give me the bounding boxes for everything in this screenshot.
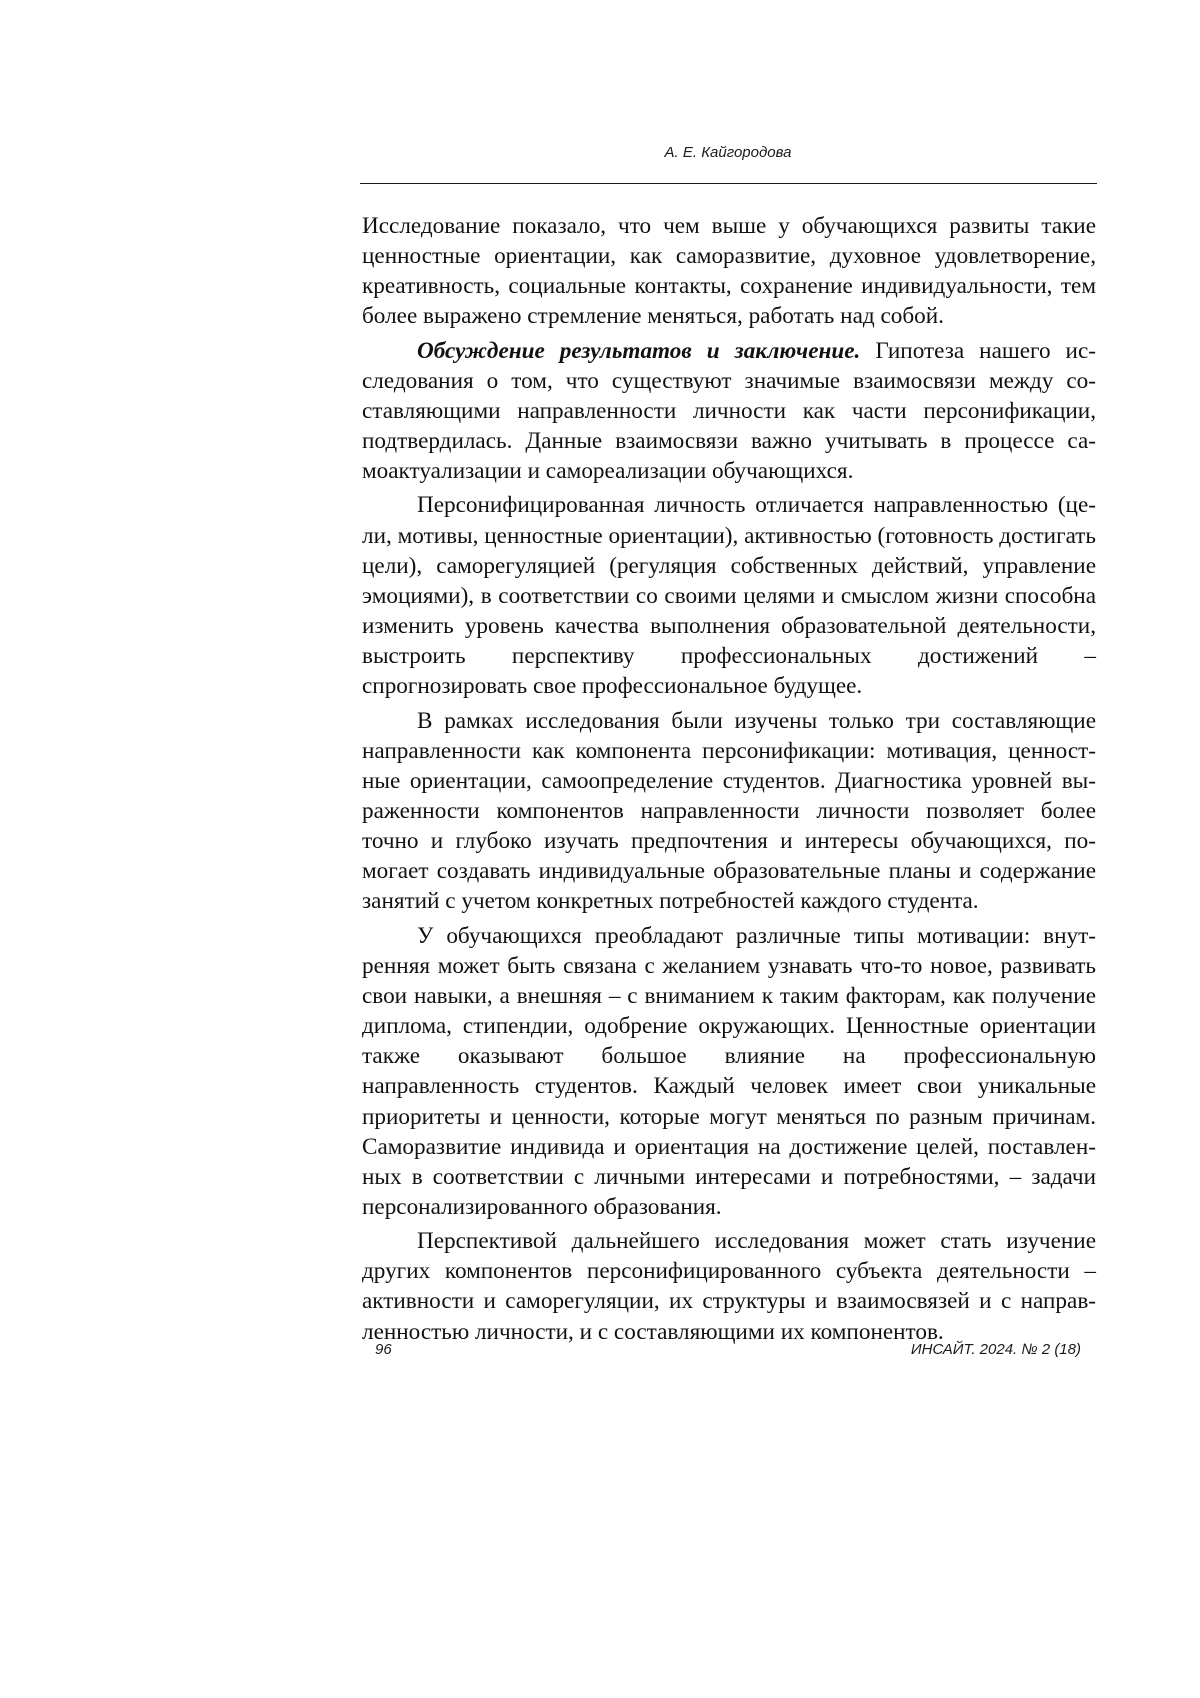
body-paragraph-4: В рамках исследования были изучены только три составляющие направленности как компонента персонификации: мотивация, ценностные ориентации, самоопределение студентов. Диагностика уровней выраженности компонентов направленности личности позволяет более точно и глубоко изучать предпочтения и интересы обучающихся, помогает создавать индивидуальные образовательные планы и содержание занятий с учетом конкретных потребностей каждого студента. <box>362 707 1096 915</box>
body-paragraph-2-text: Гипотеза нашего исследования о том, что существуют значимые взаимосвязи между составляющими направленности личности как части персонификации, подтвердилась. Данные взаимосвязи важно учитывать в процессе самоактуализации и самореализации обучающихся. <box>362 337 1096 485</box>
header-divider <box>360 183 1097 184</box>
body-paragraph-2 <box>362 336 1096 487</box>
journal-citation: ИНСАЙТ. 2024. № 2 (18) <box>910 1341 1081 1358</box>
body-paragraph-3: Персонифицированная личность отличается направленностью (цели, мотивы, ценностные ориентации), активностью (готовность достигать цели), саморегуляцией (регуляция собственных действий, управление эмоциями), в соответствии со своими целями и смыслом жизни способна изменить уровень качества выполнения образовательной деятельности, выстроить перспективу профессиональных достижений – спрогнозировать свое профессиональное будущее. <box>362 492 1096 700</box>
article-body <box>362 211 1096 1351</box>
page-number: 96 <box>375 1341 392 1358</box>
body-paragraph-6: Перспективой дальнейшего исследования может стать изучение других компонентов персонифицированного субъекта деятельности – активности и саморегуляции, их структуры и взаимосвязей и с направленностью личности, и с составляющими их компонентов. <box>362 1228 1096 1345</box>
body-paragraph-5: У обучающихся преобладают различные типы мотивации: внутренняя может быть связана с желанием узнавать что-то новое, развивать свои навыки, а внешняя – с вниманием к таким факторам, как получение диплома, стипендии, одобрение окружающих. Ценностные ориентации также оказывают большое влияние на профессиональную направленность студентов. Каждый человек имеет свои уникальные приоритеты и ценности, которые могут меняться по разным причинам. Саморазвитие индивида и ориентация на достижение целей, поставленных в соответствии с личными интересами и потребностями, – задачи персонализированного образования. <box>362 922 1096 1220</box>
body-paragraph-1: Исследование показало, что чем выше у обучающихся развиты такие ценностные ориентации, как саморазвитие, духовное удовлетворение, креативность, социальные контакты, сохранение индивидуальности, тем более выражено стремление меняться, работать над собой. <box>362 213 1096 330</box>
running-head-author: А. Е. Кайгородова <box>664 144 792 161</box>
section-lead-in-heading: Обсуждение результатов и заключение. <box>417 337 861 364</box>
